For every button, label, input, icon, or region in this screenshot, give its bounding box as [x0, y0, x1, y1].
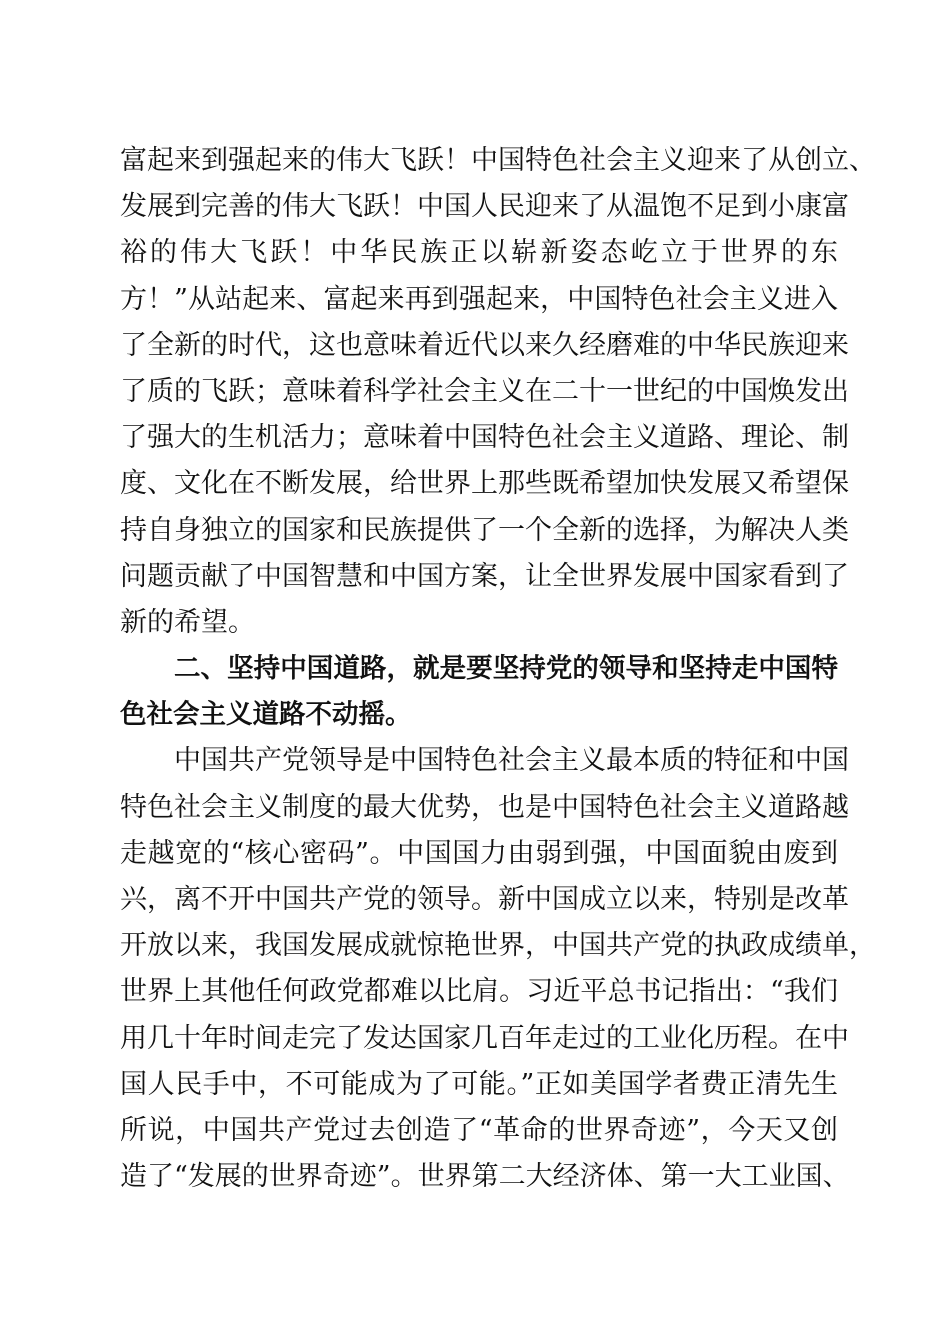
- text-line: 持自身独立的国家和民族提供了一个全新的选择，为解决人类: [120, 514, 849, 546]
- text-line: 了强大的生机活力；意味着中国特色社会主义道路、理论、制: [120, 422, 849, 454]
- text-line: 所说，中国共产党过去创造了“革命的世界奇迹”，今天又创: [120, 1114, 838, 1146]
- text-line: 开放以来，我国发展成就惊艳世界，中国共产党的执政成绩单，: [120, 930, 876, 962]
- text-line: 特色社会主义制度的最大优势，也是中国特色社会主义道路越: [120, 791, 849, 823]
- text-line: 新的希望。: [120, 606, 255, 638]
- text-line: 了全新的时代，这也意味着近代以来久经磨难的中华民族迎来: [120, 329, 849, 361]
- paragraph-continuation: [120, 138, 876, 646]
- text-line: 度、文化在不断发展，给世界上那些既希望加快发展又希望保: [120, 468, 849, 500]
- text-line: 用几十年时间走完了发达国家几百年走过的工业化历程。在中: [120, 1022, 849, 1054]
- text-line: 世界上其他任何政党都难以比肩。习近平总书记指出：“我们: [120, 976, 838, 1008]
- text-line: 走越宽的“核心密码”。中国国力由弱到强，中国面貌由废到: [120, 837, 838, 869]
- text-line: 富起来到强起来的伟大飞跃！中国特色社会主义迎来了从创立、: [120, 145, 876, 176]
- document-body: [120, 138, 876, 1200]
- text-line: 问题贡献了中国智慧和中国方案，让全世界发展中国家看到了: [120, 560, 849, 592]
- section-heading: [120, 646, 838, 738]
- text-line: 兴，离不开中国共产党的领导。新中国成立以来，特别是改革: [120, 884, 849, 915]
- text-line: 中国共产党领导是中国特色社会主义最本质的特征和中国: [174, 745, 849, 777]
- text-line: 发展到完善的伟大飞跃！中国人民迎来了从温饱不足到小康富: [120, 191, 849, 223]
- text-line: 了质的飞跃；意味着科学社会主义在二十一世纪的中国焕发出: [120, 375, 849, 407]
- heading-line: 色社会主义道路不动摇。: [120, 699, 412, 731]
- text-line: 方！”从站起来、富起来再到强起来，中国特色社会主义进入: [120, 283, 838, 315]
- paragraph-body: [120, 738, 876, 1200]
- heading-line: 二、坚持中国道路，就是要坚持党的领导和坚持走中国特: [174, 653, 838, 685]
- text-line: 裕的伟大飞跃！中华民族正以崭新姿态屹立于世界的东: [120, 237, 838, 269]
- text-line: 造了“发展的世界奇迹”。世界第二大经济体、第一大工业国、: [120, 1161, 850, 1193]
- text-line: 国人民手中，不可能成为了可能。”正如美国学者费正清先生: [120, 1068, 838, 1100]
